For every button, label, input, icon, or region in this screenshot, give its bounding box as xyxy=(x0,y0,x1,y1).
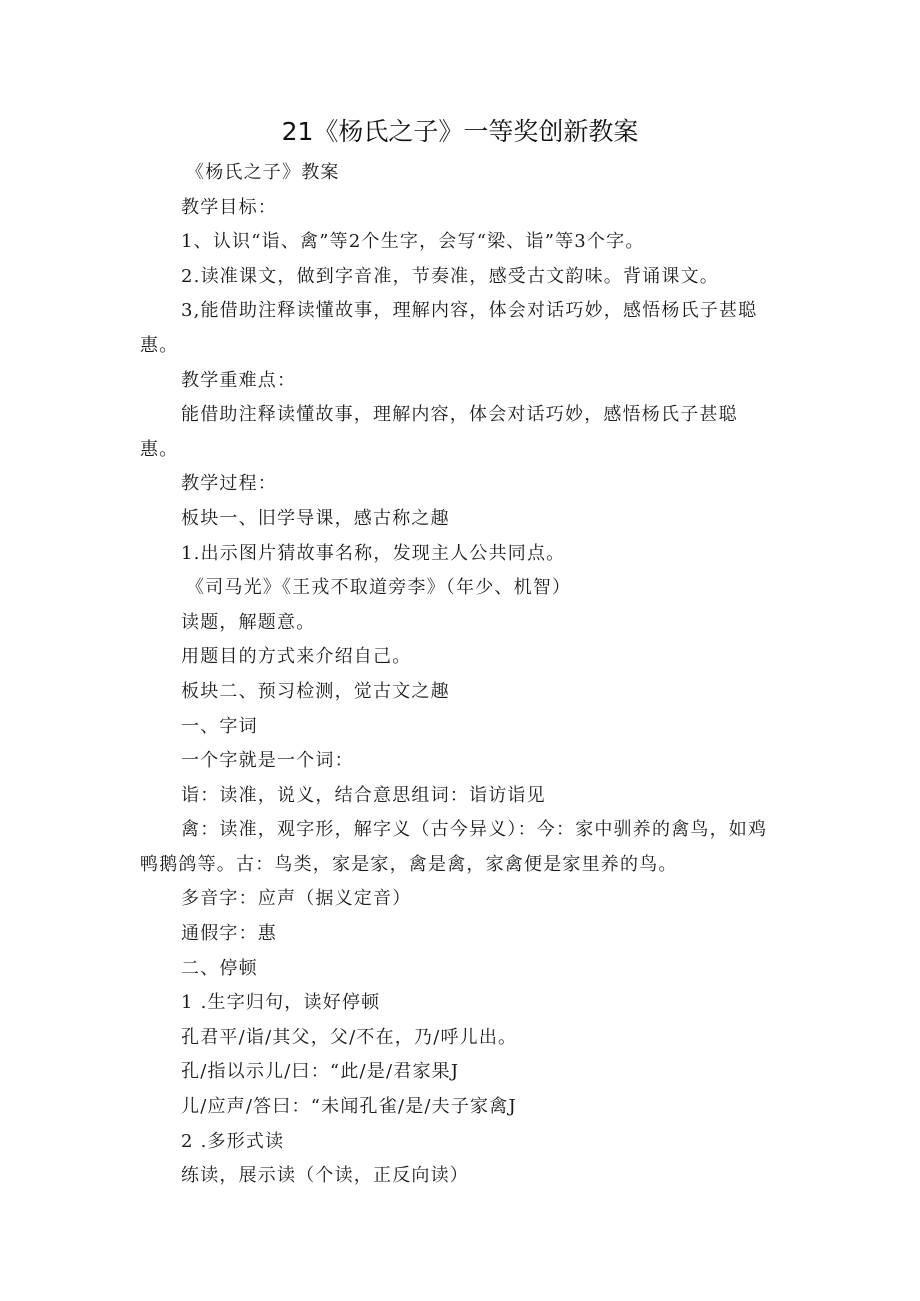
objective-2: 2.读准课文，做到字音准，节奏准，感受古文韵味。背诵课文。 xyxy=(181,265,719,287)
block-one-introduce: 用题目的方式来介绍自己。 xyxy=(181,646,412,668)
word-qin: 禽：读准，观字形，解字义（古今异义）：今：家中驯养的禽鸟，如鸡鸭鹅鸽等。古：鸟类，家是家，禽是禽，家禽便是家里养的鸟。 xyxy=(140,819,768,875)
block-one-examples: 《司马光》《王戎不取道旁李》（年少、机智） xyxy=(186,577,572,599)
section-heading-process: 教学过程： xyxy=(181,473,277,495)
pause-sentence-3: 儿/应声/答曰：“未闻孔雀/是/夫子家禽J xyxy=(181,1096,517,1118)
block-two-heading: 板块二、预习检测，觉古文之趣 xyxy=(181,680,450,702)
interchangeable-word: 通假字：惠 xyxy=(181,923,277,945)
document-body xyxy=(140,156,770,1194)
word-yi: 诣：读准，说义，结合意思组词：诣访诣见 xyxy=(181,784,546,806)
block-one-step-1: 1.出示图片猜故事名称，发现主人公共同点。 xyxy=(181,542,566,564)
pauses-step-1: 1 .生字归句，读好停顿 xyxy=(181,992,381,1014)
section-heading-key-points: 教学重难点： xyxy=(181,369,297,391)
objective-1: 1、认识“诣、禽”等2个生字，会写“梁、诣”等3个字。 xyxy=(181,231,645,253)
practice-reading: 练读，展示读（个读，正反向读） xyxy=(181,1165,469,1187)
key-points-text: 能借助注释读懂故事，理解内容，体会对话巧妙，感悟杨氏子甚聪惠。 xyxy=(140,404,738,460)
words-intro: 一个字就是一个词： xyxy=(181,750,354,772)
section-heading-objectives: 教学目标： xyxy=(181,196,277,218)
subtitle-line: 《杨氏之子》教案 xyxy=(186,162,340,183)
subsection-words: 一、字词 xyxy=(181,715,258,737)
pause-sentence-1: 孔君平/诣/其父，父/不在，乃/呼儿出。 xyxy=(181,1026,518,1048)
polyphonic-word: 多音字：应声（据义定音） xyxy=(181,888,412,910)
block-one-heading: 板块一、旧学导课，感古称之趣 xyxy=(181,507,450,529)
pauses-step-2: 2 .多形式读 xyxy=(181,1130,285,1152)
objective-3: 3,能借助注释读懂故事，理解内容，体会对话巧妙，感悟杨氏子甚聪惠。 xyxy=(140,300,758,356)
document-title: 21《杨氏之子》一等奖创新教案 xyxy=(281,117,639,146)
subsection-pauses: 二、停顿 xyxy=(181,957,258,979)
pause-sentence-2: 孔/指以示儿/曰：“此/是/君家果J xyxy=(181,1061,460,1083)
block-one-read-title: 读题，解题意。 xyxy=(181,611,316,633)
